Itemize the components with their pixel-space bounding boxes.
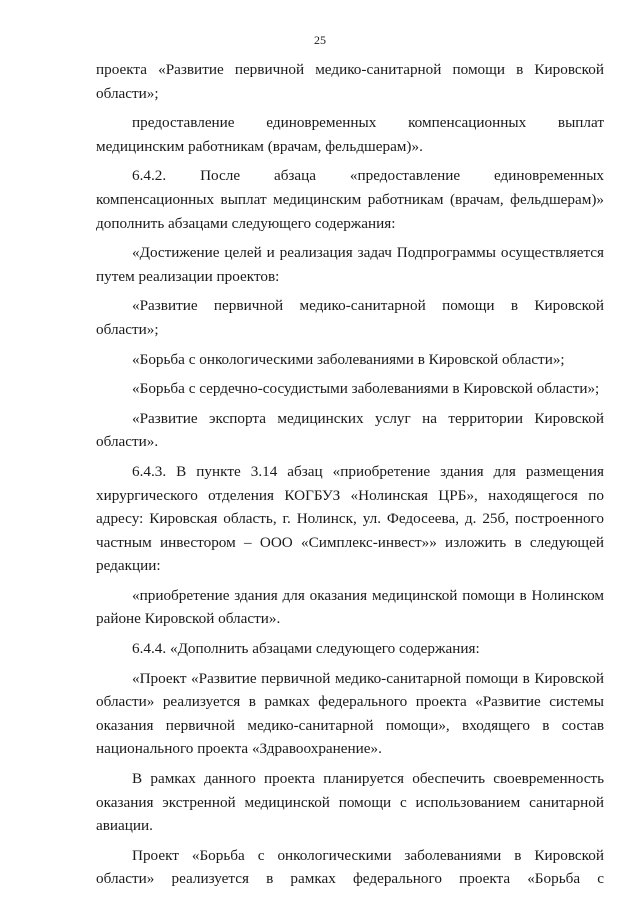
paragraph: предоставление единовременных компенсационных выплат медицинским работникам (врачам, фельдшерам)». xyxy=(96,114,604,155)
list-item: «Борьба с онкологическими заболеваниями в Кировской области»; xyxy=(132,350,565,368)
paragraph: В рамках данного проекта планируется обеспечить своевременность оказания экстренной медицинской помощи с использованием санитарной авиации. xyxy=(96,770,604,835)
paragraph: «Проект «Развитие первичной медико-санитарной помощи в Кировской области» реализуется в рамках федерального проекта «Развитие системы оказания первичной медико-санитарной помощи», входящего в состав национального проекта «Здравоохранение». xyxy=(96,669,604,758)
document-body xyxy=(96,58,604,897)
list-item: «Развитие первичной медико-санитарной помощи в Кировской области»; xyxy=(96,297,604,338)
paragraph: 6.4.2. После абзаца «предоставление единовременных компенсационных выплат медицинским работникам (врачам, фельдшерам)» дополнить абзацами следующего содержания: xyxy=(96,167,604,232)
list-item: «Развитие экспорта медицинских услуг на территории Кировской области». xyxy=(96,409,604,451)
page-number: 25 xyxy=(314,33,326,47)
list-item: «Борьба с сердечно-сосудистыми заболеваниями в Кировской области»; xyxy=(132,380,600,398)
paragraph: «Достижение целей и реализация задач Подпрограммы осуществляется путем реализации проектов: xyxy=(96,244,604,285)
paragraph: 6.4.4. «Дополнить абзацами следующего содержания: xyxy=(132,640,480,658)
paragraph: «приобретение здания для оказания медицинской помощи в Нолинском районе Кировской области». xyxy=(96,586,604,628)
paragraph: 6.4.3. В пункте 3.14 абзац «приобретение здания для размещения хирургического отделения КОГБУЗ «Нолинская ЦРБ», находящегося по адресу: Кировская область, г. Нолинск, ул. Федосеева, д. 25б, построенного частным инвестором – ООО «Симплекс-инвест»» изложить в следующей редакции: xyxy=(96,462,604,575)
paragraph: проекта «Развитие первичной медико-санитарной помощи в Кировской области»; xyxy=(96,61,604,102)
paragraph: Проект «Борьба с онкологическими заболеваниями в Кировской области» реализуется в рамках федерального проекта «Борьба с xyxy=(96,846,604,888)
